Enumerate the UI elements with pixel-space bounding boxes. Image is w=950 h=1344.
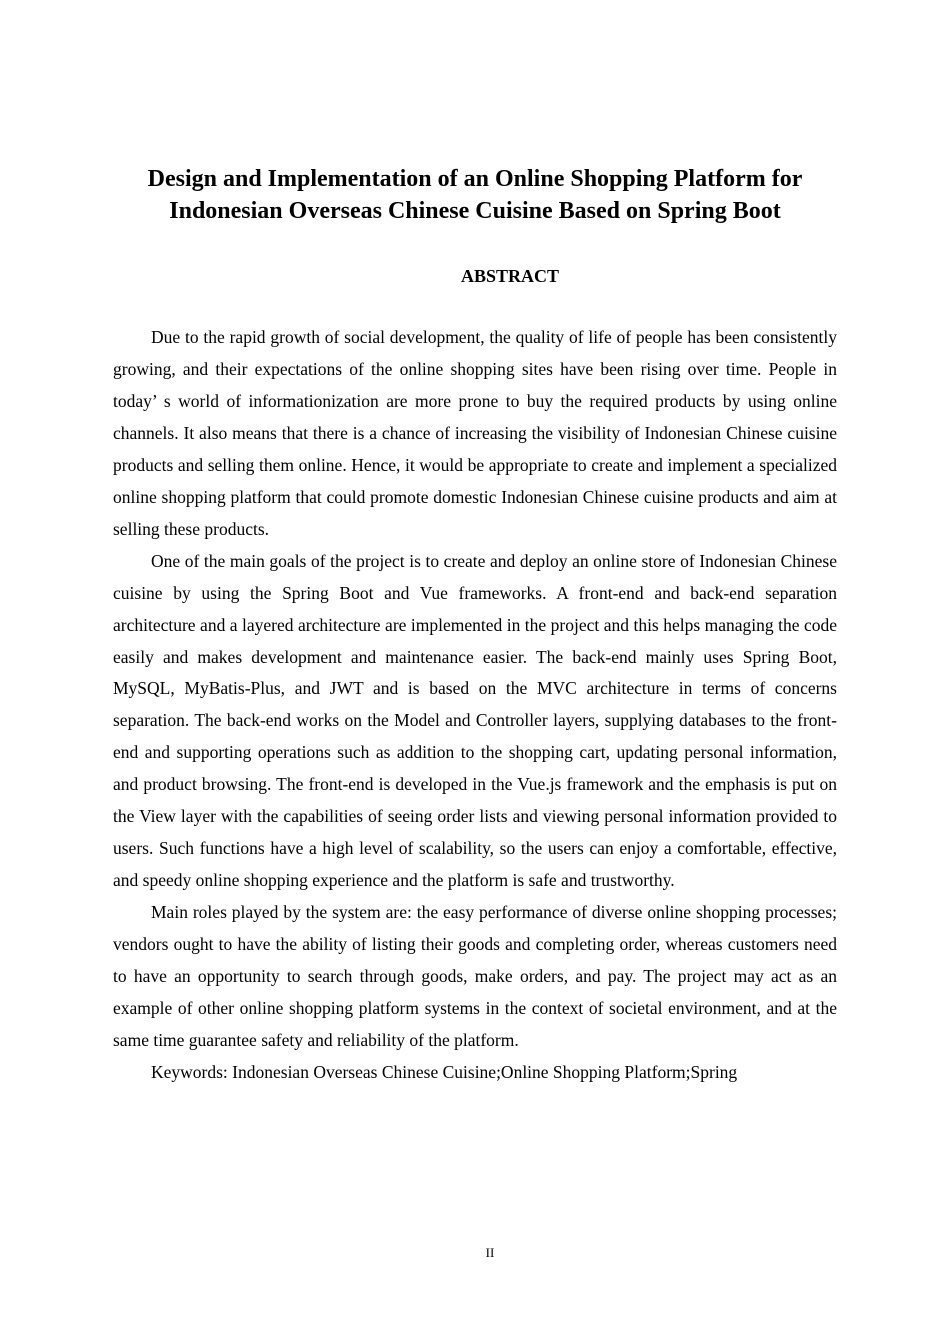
title-line-1: Design and Implementation of an Online Shopping Platform for — [147, 166, 803, 192]
abstract-paragraph-2: One of the main goals of the project is to create and deploy an online store of Indonesian Chinese cuisine by using the Spring Boot and Vue frameworks. A front-end and back-end separation architecture and a layered architecture are implemented in the project and this helps managing the code easily and makes development and maintenance easier. The back-end mainly uses Spring Boot, MySQL, MyBatis-Plus, and JWT and is based on the MVC architecture in terms of concerns separation. The back-end works on the Model and Controller layers, supplying databases to the front-end and supporting operations such as addition to the shopping cart, updating personal information, and product browsing. The front-end is developed in the Vue.js framework and the emphasis is put on the View layer with the capabilities of seeing order lists and viewing personal information provided to users. Such functions have a high level of scalability, so the users can enjoy a comfortable, effective, and speedy online shopping experience and the platform is safe and trustworthy. — [113, 550, 837, 891]
abstract-paragraph-1: Due to the rapid growth of social development, the quality of life of people has been consistently growing, and their expectations of the online shopping sites have been rising over time. People in today’ s world of informationization are more prone to buy the required products by using online channels. It also means that there is a chance of increasing the visibility of Indonesian Chinese cuisine products and selling them online. Hence, it would be appropriate to create and implement a specialized online shopping platform that could promote domestic Indonesian Chinese cuisine products and aim at selling these products. — [113, 327, 837, 539]
abstract-heading: ABSTRACT — [460, 266, 560, 286]
abstract-paragraph-3: Main roles played by the system are: the easy performance of diverse online shopping processes; vendors ought to have the ability of listing their goods and completing order, whereas customers need to have an opportunity to search through goods, make orders, and pay. The project may act as an example of other online shopping platform systems in the context of societal environment, and at the same time guarantee safety and reliability of the platform. — [113, 902, 837, 1050]
paper-title — [100, 163, 850, 227]
title-line-2: Indonesian Overseas Chinese Cuisine Based on Spring Boot — [169, 198, 781, 224]
abstract-body — [113, 322, 837, 1089]
keywords-line: Keywords: Indonesian Overseas Chinese Cuisine;Online Shopping Platform;Spring — [151, 1061, 738, 1082]
page-number: II — [485, 1245, 495, 1260]
